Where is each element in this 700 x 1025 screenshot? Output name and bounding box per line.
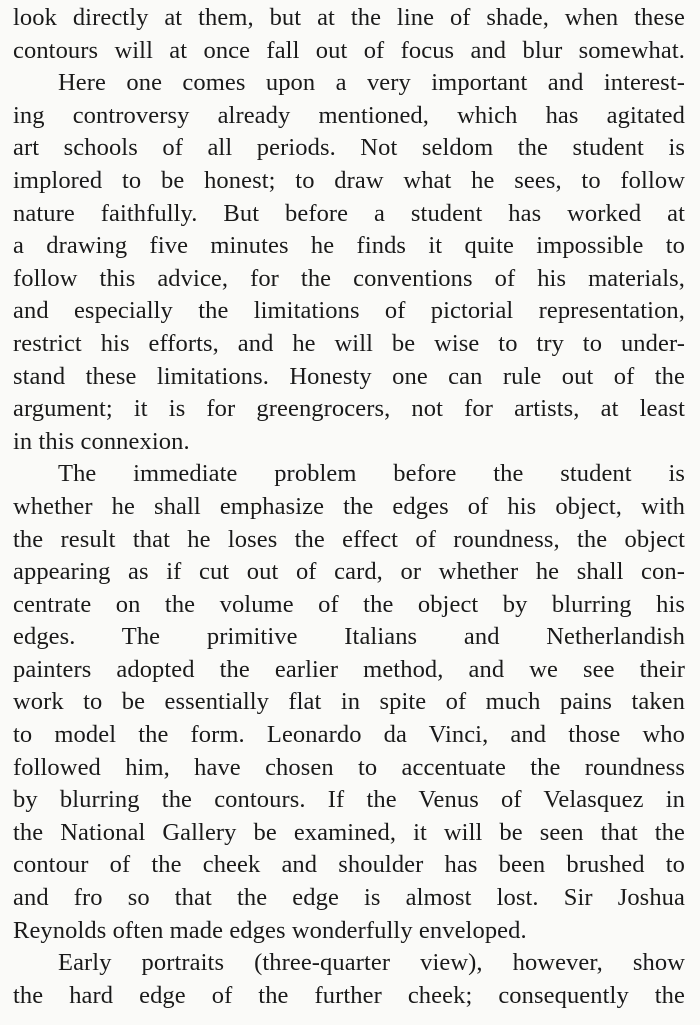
text-line: the result that he loses the effect of roundness, the object [13,525,685,553]
text-line: whether he shall emphasize the edges of his object, with [13,492,685,520]
text-line: Here one comes upon a very important and interest- [58,69,685,97]
text-line: follow this advice, for the conventions of his materials, [13,264,685,292]
text-line: by blurring the contours. If the Venus of Velasquez in [13,786,685,814]
text-line: and fro so that the edge is almost lost. Sir Joshua [13,884,685,912]
text-line: the hard edge of the further cheek; consequently the [13,981,685,1009]
text-line: to model the form. Leonardo da Vinci, and those who [13,721,685,749]
text-line: restrict his efforts, and he will be wise to try to under- [13,329,685,357]
text-line: contour of the cheek and shoulder has been brushed to [13,851,685,879]
text-line: painters adopted the earlier method, and we see their [13,655,685,683]
text-line: The immediate problem before the student is [58,460,685,488]
body-text [13,2,685,1012]
text-line: argument; it is for greengrocers, not for artists, at least [13,395,685,423]
text-line: stand these limitations. Honesty one can rule out of the [13,362,685,390]
document-page [13,2,685,1012]
text-line: the National Gallery be examined, it will be seen that the [13,818,685,846]
text-line: followed him, have chosen to accentuate the roundness [13,753,685,781]
text-line: centrate on the volume of the object by blurring his [13,590,685,618]
text-line: in this connexion. [13,427,190,455]
text-line: edges. The primitive Italians and Netherlandish [13,623,685,651]
text-line: contours will at once fall out of focus and blur somewhat. [13,36,685,64]
text-line: nature faithfully. But before a student has worked at [13,199,685,227]
text-line: look directly at them, but at the line of shade, when these [13,4,685,31]
text-line: Early portraits (three-quarter view), however, show [58,949,685,977]
text-line: and especially the limitations of pictorial representation, [13,297,685,325]
text-line: ing controversy already mentioned, which has agitated [13,101,685,129]
text-line: appearing as if cut out of card, or whether he shall con- [13,558,685,586]
text-line: a drawing five minutes he finds it quite impossible to [13,232,685,260]
text-line: implored to be honest; to draw what he sees, to follow [13,166,685,194]
text-line: Reynolds often made edges wonderfully enveloped. [13,916,527,944]
text-line: art schools of all periods. Not seldom the student is [13,134,685,162]
text-line: work to be essentially flat in spite of much pains taken [13,688,685,716]
